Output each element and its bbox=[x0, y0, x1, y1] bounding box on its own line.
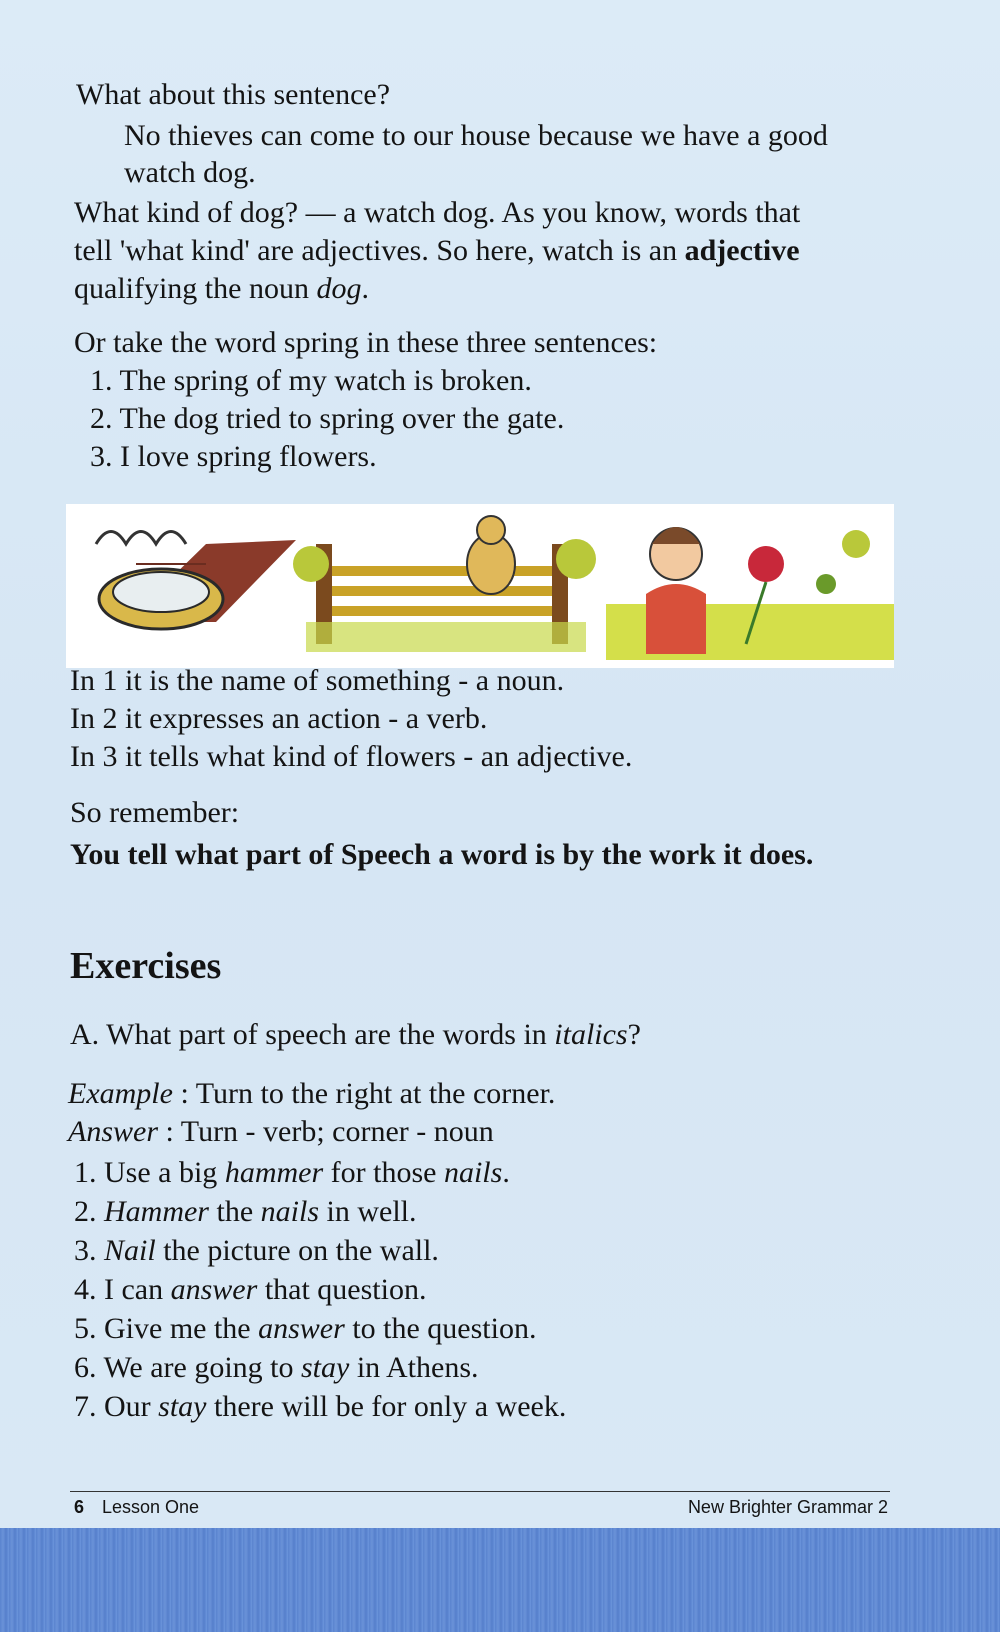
illustration-strip bbox=[66, 504, 894, 668]
exercise-item-text: there will be for only a week. bbox=[206, 1390, 567, 1423]
exercise-item-number: 6. bbox=[74, 1351, 97, 1384]
exercise-item-text: We are going to bbox=[103, 1351, 301, 1384]
exercise-item bbox=[74, 1388, 566, 1426]
example-text: : Turn to the right at the corner. bbox=[172, 1077, 556, 1110]
adjective-term: adjective bbox=[684, 234, 800, 267]
italic-target-word: answer bbox=[170, 1273, 258, 1306]
spring-sentence: 3. I love spring flowers. bbox=[90, 440, 377, 473]
italic-target-word: answer bbox=[258, 1312, 345, 1345]
example-sentence-line-1: No thieves can come to our house because we have a good bbox=[124, 119, 828, 152]
italic-target-word: hammer bbox=[224, 1156, 324, 1189]
italic-target-word: nails bbox=[443, 1156, 503, 1189]
explanation-line: In 1 it is the name of something - a noun. bbox=[70, 664, 565, 697]
exercise-item-number: 7. bbox=[74, 1390, 97, 1423]
spring-sentence: 2. The dog tried to spring over the gate. bbox=[90, 402, 565, 435]
exercise-item-number: 2. bbox=[74, 1195, 97, 1228]
explanation-line: In 3 it tells what kind of flowers - an adjective. bbox=[70, 740, 633, 773]
exercise-item-text: Give me the bbox=[104, 1312, 259, 1345]
exercise-a-instruction bbox=[70, 1016, 641, 1054]
exercise-item-text: to the question. bbox=[344, 1312, 537, 1345]
broken-watch-illustration bbox=[96, 532, 296, 630]
page-background-band bbox=[0, 1528, 1000, 1632]
exercise-item bbox=[74, 1310, 536, 1348]
intro-question: What about this sentence? bbox=[76, 78, 391, 111]
exercise-a-end: ? bbox=[627, 1018, 641, 1051]
exercise-item bbox=[74, 1271, 426, 1309]
explanation-line: In 2 it expresses an action - a verb. bbox=[70, 702, 488, 735]
exercise-item-text: Use a big bbox=[104, 1156, 225, 1189]
example-label: Example bbox=[68, 1077, 173, 1110]
rule-statement: You tell what part of Speech a word is by the work it does. bbox=[70, 838, 814, 871]
exercise-item-text: in Athens. bbox=[349, 1351, 479, 1384]
footer-lesson: Lesson One bbox=[102, 1497, 200, 1517]
italic-target-word: nails bbox=[260, 1195, 320, 1228]
exercise-item-text: I can bbox=[104, 1273, 171, 1306]
exercise-item-text: for those bbox=[323, 1156, 444, 1189]
italic-target-word: Hammer bbox=[104, 1195, 209, 1228]
spring-sentence: 1. The spring of my watch is broken. bbox=[90, 364, 532, 397]
exercise-item bbox=[74, 1193, 417, 1231]
exercise-item-number: 3. bbox=[74, 1234, 97, 1267]
answer-text: : Turn - verb; corner - noun bbox=[158, 1115, 494, 1148]
dog-jumping-gate-illustration bbox=[293, 516, 596, 652]
exercise-item bbox=[74, 1232, 439, 1270]
exercise-item-text: . bbox=[502, 1156, 510, 1189]
paragraph-line-3-text: qualifying the noun bbox=[74, 272, 317, 305]
exercise-item-text: in well. bbox=[319, 1195, 417, 1228]
exercises-heading: Exercises bbox=[70, 945, 222, 987]
page-number: 6 bbox=[74, 1497, 85, 1517]
example-sentence-line-2: watch dog. bbox=[124, 156, 256, 189]
noun-dog: dog bbox=[316, 272, 362, 305]
girl-with-flowers-illustration bbox=[606, 527, 894, 660]
remember-label: So remember: bbox=[70, 796, 240, 829]
italic-target-word: stay bbox=[158, 1390, 207, 1423]
paragraph-line-2-text: tell 'what kind' are adjectives. So here, watch is an bbox=[74, 234, 685, 267]
exercise-item-number: 1. bbox=[74, 1156, 97, 1189]
example-line bbox=[68, 1075, 555, 1113]
exercise-a-text: A. What part of speech are the words in bbox=[70, 1018, 555, 1051]
italic-target-word: stay bbox=[301, 1351, 350, 1384]
paragraph-line-3-end: . bbox=[361, 272, 369, 305]
exercise-item bbox=[74, 1154, 510, 1192]
paragraph-line-1: What kind of dog? — a watch dog. As you know, words that bbox=[74, 196, 801, 229]
footer-rule bbox=[70, 1491, 890, 1492]
spring-intro: Or take the word spring in these three sentences: bbox=[74, 326, 658, 359]
exercise-item bbox=[74, 1349, 479, 1387]
answer-line bbox=[68, 1113, 494, 1151]
exercise-item-text: that question. bbox=[257, 1273, 427, 1306]
exercise-item-text: Our bbox=[104, 1390, 159, 1423]
exercise-item-text: the bbox=[209, 1195, 261, 1228]
paragraph-line-2 bbox=[74, 232, 800, 270]
footer-book-title: New Brighter Grammar 2 bbox=[687, 1497, 888, 1517]
italic-target-word: Nail bbox=[104, 1234, 156, 1267]
italics-word: italics bbox=[554, 1018, 628, 1051]
exercise-item-number: 5. bbox=[74, 1312, 97, 1345]
exercise-item-number: 4. bbox=[74, 1273, 97, 1306]
spring-illustrations bbox=[66, 504, 894, 668]
answer-label: Answer bbox=[68, 1115, 158, 1148]
exercise-item-text: the picture on the wall. bbox=[155, 1234, 439, 1267]
paragraph-line-3 bbox=[74, 270, 369, 308]
